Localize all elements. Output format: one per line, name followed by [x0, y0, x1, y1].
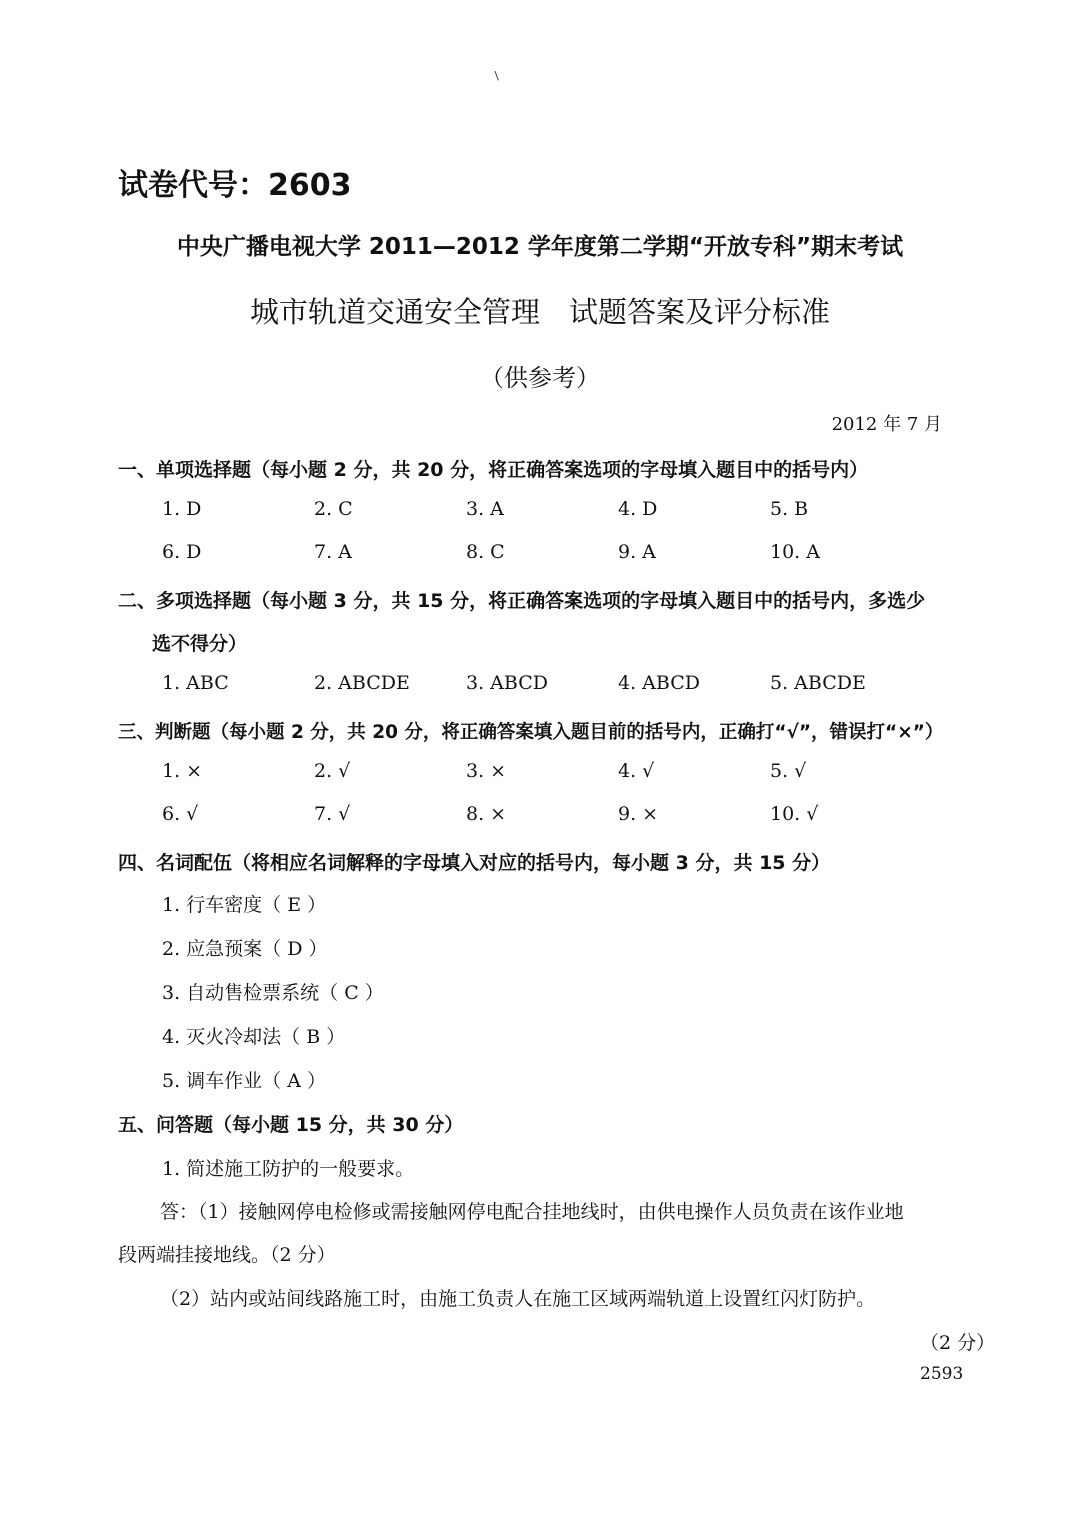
answer-item: 7. √ [314, 803, 351, 825]
answer-item: 6. √ [162, 803, 199, 825]
answer-item: 10. √ [770, 803, 819, 825]
subject-title: 城市轨道交通安全管理 试题答案及评分标准 [249, 295, 830, 329]
answer-item: 1. D [162, 498, 202, 520]
section-4-title: 四、名词配伍（将相应名词解释的字母填入对应的括号内，每小题 3 分，共 15 分） [118, 852, 831, 874]
answer-item: 2. √ [314, 760, 351, 782]
answer-item: 6. D [162, 541, 202, 563]
exam-title: 中央广播电视大学 2011—2012 学年度第二学期“开放专科”期末考试 [176, 234, 904, 260]
answer-item: 2. C [314, 498, 353, 520]
answer-text-cont: 段两端挂接地线。（2 分） [118, 1244, 336, 1266]
matching-item: 5. 调车作业（ A ） [162, 1070, 326, 1092]
page-number: 2593 [920, 1364, 964, 1384]
answer-item: 8. C [466, 541, 505, 563]
answer-item: 4. D [618, 498, 658, 520]
section-1-row-1 [162, 498, 922, 520]
section-1-row-2 [162, 541, 922, 563]
section-5-title: 五、问答题（每小题 15 分，共 30 分） [118, 1114, 464, 1136]
answer-text: （2）站内或站间线路施工时，由施工负责人在施工区域两端轨道上设置红闪灯防护。 [160, 1288, 876, 1310]
section-2-title-cont: 选不得分） [152, 633, 248, 655]
answer-text: 答：（1）接触网停电检修或需接触网停电配合挂地线时，由供电操作人员负责在该作业地 [160, 1201, 904, 1223]
answer-item: 3. A [466, 498, 504, 520]
answer-item: 8. × [466, 803, 507, 825]
score-note: （2 分） [920, 1332, 996, 1354]
matching-item: 4. 灭火冷却法（ B ） [162, 1026, 346, 1048]
reference-note: （供参考） [480, 364, 600, 392]
answer-item: 4. ABCD [618, 672, 700, 694]
answer-item: 1. × [162, 760, 203, 782]
scan-speck [494, 69, 502, 80]
section-3-row-2 [162, 803, 922, 825]
section-3-title: 三、判断题（每小题 2 分，共 20 分，将正确答案填入题目前的括号内，正确打“√”，错误打“×”） [118, 722, 944, 743]
section-3-row-1 [162, 760, 922, 782]
answer-item: 1. ABC [162, 672, 229, 694]
answer-item: 2. ABCDE [314, 672, 410, 694]
answer-item: 3. ABCD [466, 672, 548, 694]
answer-item: 5. ABCDE [770, 672, 866, 694]
answer-item: 4. √ [618, 760, 655, 782]
answer-item: 5. √ [770, 760, 807, 782]
matching-item: 2. 应急预案（ D ） [162, 938, 328, 960]
answer-item: 9. A [618, 541, 656, 563]
section-2-row-1 [162, 672, 922, 694]
answer-item: 10. A [770, 541, 820, 563]
answer-item: 7. A [314, 541, 352, 563]
section-2-title: 二、多项选择题（每小题 3 分，共 15 分，将正确答案选项的字母填入题目中的括号内，多选少 [118, 590, 926, 612]
paper-code: 试卷代号：2603 [118, 168, 352, 203]
exam-date: 2012 年 7 月 [831, 414, 942, 435]
matching-item: 1. 行车密度（ E ） [162, 894, 327, 916]
answer-item: 5. B [770, 498, 809, 520]
answer-item: 9. × [618, 803, 659, 825]
matching-item: 3. 自动售检票系统（ C ） [162, 982, 384, 1004]
answer-item: 3. × [466, 760, 507, 782]
question-text: 1. 简述施工防护的一般要求。 [162, 1158, 415, 1180]
section-1-title: 一、单项选择题（每小题 2 分，共 20 分，将正确答案选项的字母填入题目中的括号内） [118, 459, 869, 481]
